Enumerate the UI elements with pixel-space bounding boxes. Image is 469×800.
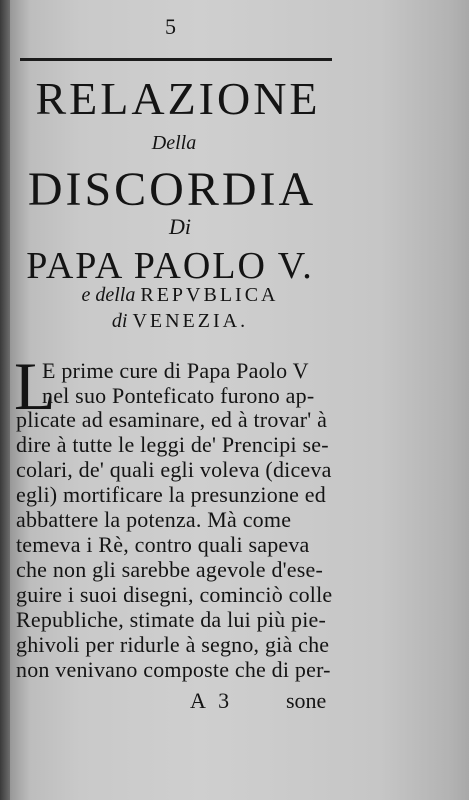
title-line-venezia-main: VENEZIA. [132,310,249,332]
body-line: che non gli sarebbe agevole d'ese- [16,557,324,582]
drop-capital: L [14,348,56,424]
title-line-republica-prefix: e della [81,284,136,306]
body-line: E prime cure di Papa Paolo V [42,358,309,383]
body-line: ghivoli per ridurle à segno, già che [16,632,330,657]
body-line: abbattere la potenza. Mà come [16,507,292,532]
title-line-relazione: RELAZIONE [35,73,321,124]
title-line-discordia: DISCORDIA [27,163,317,216]
body-line: non venivano composte che di per- [16,657,331,682]
body-line: nel suo Ponteficato furono ap- [42,383,315,408]
title-line-della: Della [151,132,197,154]
title-line-di: Di [169,214,191,239]
header-rule [20,58,332,61]
title-line-venezia-prefix: di [111,310,128,332]
body-line: guire i suoi disegni, cominciò colle [16,582,333,607]
body-line: plicate ad esaminare, ed à trovar' à [16,407,328,432]
page-number: 5 [165,14,176,39]
body-line: dire à tutte le leggi de' Prencipi se- [16,432,329,457]
catchword: sone [286,688,327,713]
title-line-papa-paolo: PAPA PAOLO V. [26,245,314,287]
signature-mark: A 3 [190,688,234,713]
title-line-venezia [10,310,350,333]
title-line-republica [10,284,350,307]
body-line: egli) mortificare la presunzione ed [16,482,326,507]
body-line: Republiche, stimate da lui più pie- [16,607,327,632]
body-line: colari, de' quali egli voleva (diceva [16,457,332,482]
body-line: temeva i Rè, contro quali sapeva [16,532,310,557]
title-line-republica-main: REPVBLICA [140,284,279,306]
